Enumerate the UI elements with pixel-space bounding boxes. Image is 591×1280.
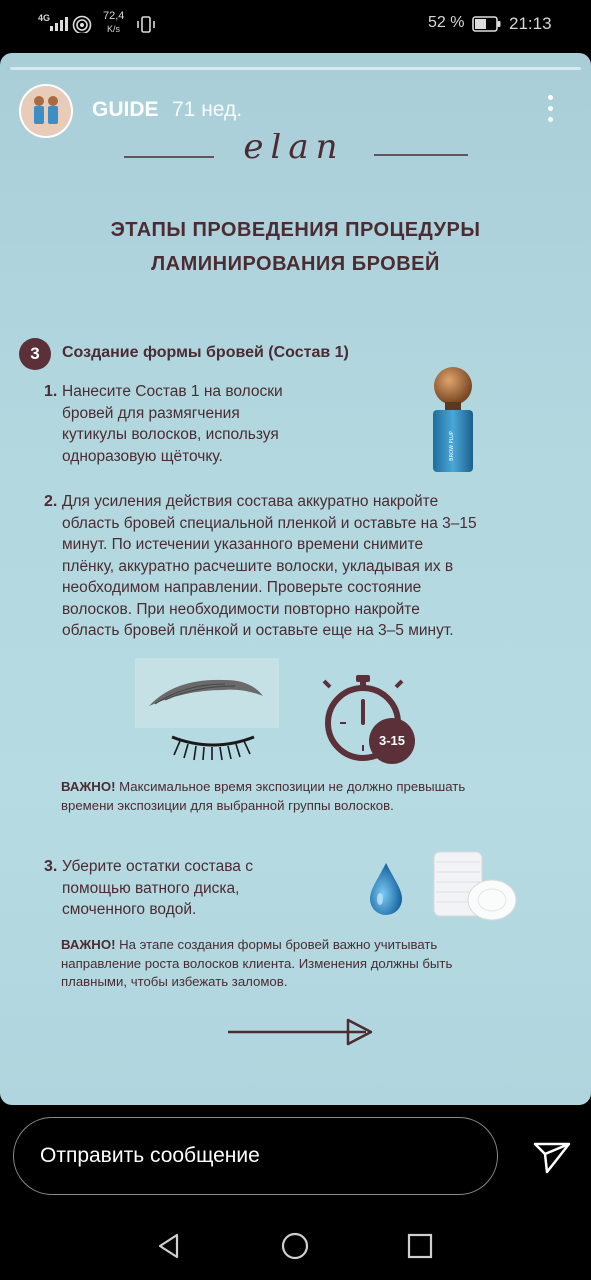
story-time-ago: 71 нед. (172, 98, 243, 121)
status-bar (0, 0, 591, 52)
water-drop-icon (368, 861, 404, 919)
timer-badge: 3-15 (378, 733, 406, 748)
hotspot-icon (72, 15, 92, 33)
story-progress-bar (10, 67, 581, 70)
item-1-number: 1. (44, 383, 58, 400)
stopwatch-icon (318, 673, 418, 765)
note-important-1: ВАЖНО! Максимальное время экспозиции не должно превышать времени экспозиции для выбранной группы волосков. (61, 779, 466, 813)
reply-placeholder[interactable]: Отправить сообщение (40, 1144, 260, 1167)
item-3-text: Уберите остатки состава с помощью ватного диска, смоченного водой. (62, 858, 253, 918)
story-card[interactable] (0, 53, 591, 1105)
recents-icon[interactable] (407, 1233, 433, 1259)
back-icon[interactable] (155, 1232, 183, 1260)
battery-icon (472, 16, 502, 32)
story-username[interactable]: GUIDE (92, 98, 159, 121)
eyebrow-image (135, 658, 279, 728)
battery-percent: 52 % (428, 14, 465, 31)
net-speed: 72,4 (103, 10, 125, 22)
heading-line-2: ЛАМИНИРОВАНИЯ БРОВЕЙ (151, 253, 440, 275)
clock: 21:13 (509, 14, 552, 33)
bottle-label: BROW PLUP (449, 431, 455, 461)
cotton-pads-image (430, 848, 520, 926)
item-1-text: Нанесите Состав 1 на волоски бровей для размягчения кутикулы волосков, используя одноразовую щёточку. (62, 383, 283, 465)
system-nav-bar (0, 1208, 591, 1280)
step-number-badge: 3 (19, 338, 51, 370)
net-speed-unit: K/s (107, 24, 121, 34)
avatar-bottles-image (21, 86, 71, 136)
avatar[interactable] (19, 84, 73, 138)
item-2-text: Для усиления действия состава аккуратно накройте область бровей специальной пленкой и оставьте на 3–15 минут. По истечении указанного времени снимите плёнку, аккуратно расчешите волоски, укладывая их в необходимом направлении. Проверьте состояние волосков. При необходимости повторно накройте область бровей плёнкой и оставьте еще на 3–5 минут. (62, 493, 477, 639)
brand-logo-text: elan (243, 133, 345, 165)
vibrate-icon (136, 14, 156, 36)
heading-line-1: ЭТАПЫ ПРОВЕДЕНИЯ ПРОЦЕДУРЫ (110, 219, 481, 241)
step-title: Создание формы бровей (Состав 1) (62, 344, 349, 361)
bottle-image (428, 366, 478, 476)
send-icon[interactable] (533, 1140, 571, 1174)
note-important-2: ВАЖНО! На этапе создания формы бровей важно учитывать направление роста волосков клиента. Изменения должны быть плавными, чтобы избежать заломов. (61, 937, 453, 989)
more-vert-icon[interactable] (540, 95, 560, 127)
item-3-number: 3. (44, 858, 58, 875)
network-type: 4G (38, 13, 51, 23)
item-2-number: 2. (44, 493, 58, 510)
brand-logo (124, 133, 468, 165)
next-arrow-icon[interactable] (226, 1018, 374, 1046)
home-icon[interactable] (281, 1232, 309, 1260)
signal-icon (48, 16, 68, 32)
eyelash-image (168, 729, 258, 761)
